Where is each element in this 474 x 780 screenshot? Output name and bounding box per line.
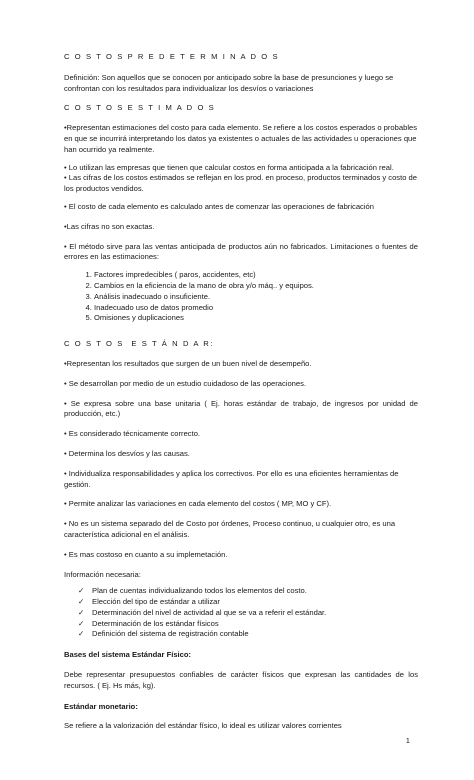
estimados-item: • El costo de cada elemento es calculado antes de comenzar las operaciones de fabricación bbox=[64, 201, 374, 211]
estandar-item: • Se desarrollan por medio de un estudio cuidadoso de las operaciones. bbox=[64, 378, 307, 388]
bases-heading: Bases del sistema Estándar Físico: bbox=[64, 650, 192, 660]
document-page bbox=[64, 52, 418, 732]
limitacion-item: 3. Análisis inadecuado o insuficiente. bbox=[94, 292, 418, 303]
estimados-item: • Lo utilizan las empresas que tienen que calcular costos en forma anticipada a la fabricación real. bbox=[64, 162, 394, 172]
bases-paragraph: Debe representar presupuestos confiables de carácter físicos que expresan las cantidades de los recursos. ( Ej. Hs más, kg). bbox=[64, 670, 418, 690]
estandar-item: • Individualiza responsabilidades y aplica los correctivos. Por ello es una eficientes herramientas de gestión. bbox=[64, 468, 399, 489]
page-number: 1 bbox=[405, 736, 410, 745]
estimados-item: • El método sirve para las ventas anticipada de productos aún no fabricados. Limitaciones o fuentes de errores en las estimaciones: bbox=[64, 241, 418, 262]
estimados-item: •Representan estimaciones del costo para cada elemento. Se refiere a los costos esperados o probables en que se incurrirá interpretando los datos ya existentes o actuales de las actividades u operaciones que han ocurrido ya realmente. bbox=[64, 123, 418, 154]
checklist-item: ✓ Determinación del nivel de actividad al que se va a referir el estándar. bbox=[78, 608, 418, 619]
limitacion-item: 5. Omisiones y duplicaciones bbox=[94, 313, 418, 324]
estandar-item: • Permite analizar las variaciones en cada elemento del costos ( MP, MO y CF). bbox=[64, 499, 332, 509]
limitacion-item: 4. Inadecuado uso de datos promedio bbox=[94, 303, 418, 314]
estandar-item: • Se expresa sobre una base unitaria ( Ej. horas estándar de trabajo, de ingresos por unidad de producción, etc.) bbox=[64, 398, 418, 419]
definicion-paragraph: Definición: Son aquellos que se conocen por anticipado sobre la base de presunciones y luego se confrontan con los resultados para individualizar los desvíos o variaciones bbox=[64, 72, 394, 93]
limitacion-item: 2. Cambios en la eficiencia de la mano de obra y/o máq.. y equipos. bbox=[94, 281, 418, 292]
monetario-paragraph: Se refiere a la valorización del estándar físico, lo ideal es utilizar valores corrientes bbox=[64, 721, 342, 731]
heading-costos-estandar: C O S T O S E S T Á N D A R: bbox=[64, 339, 215, 349]
limitacion-item: 1. Factores impredecibles ( paros, accidentes, etc) bbox=[94, 270, 418, 281]
estandar-item: • Es considerado técnicamente correcto. bbox=[64, 429, 201, 439]
info-checklist bbox=[64, 586, 418, 640]
checklist-item: ✓ Elección del tipo de estándar a utilizar bbox=[78, 597, 418, 608]
checklist-item: ✓ Definición del sistema de registración contable bbox=[78, 629, 418, 640]
estandar-item: • Determina los desvíos y las causas. bbox=[64, 448, 190, 458]
heading-costos-predeterminados: C O S T O S P R E D E T E R M I N A D O S bbox=[64, 52, 280, 61]
heading-costos-estimados: C O S T O S E S T I M A D O S bbox=[64, 103, 216, 113]
estimados-item: • Las cifras de los costos estimados se reflejan en los prod. en proceso, productos terminados y costo de los productos vendidos. bbox=[64, 173, 417, 194]
estandar-item: • No es un sistema separado del de Costo por órdenes, Proceso continuo, u cualquier otro, es una característica adicional en el análisis. bbox=[64, 519, 396, 539]
checklist-item: ✓ Determinación de los estándar físicos bbox=[78, 619, 418, 630]
monetario-heading: Estándar monetario: bbox=[64, 701, 138, 711]
checklist-item: ✓ Plan de cuentas individualizando todos los elementos del costo. bbox=[78, 586, 418, 597]
estandar-item: • Es mas costoso en cuanto a su implemetación. bbox=[64, 549, 228, 559]
estimados-item: •Las cifras no son exactas. bbox=[64, 221, 155, 231]
info-necesaria-label: Información necesaria: bbox=[64, 569, 141, 579]
limitaciones-list bbox=[64, 270, 418, 324]
estandar-item: •Representan los resultados que surgen de un buen nivel de desempeño. bbox=[64, 358, 312, 368]
